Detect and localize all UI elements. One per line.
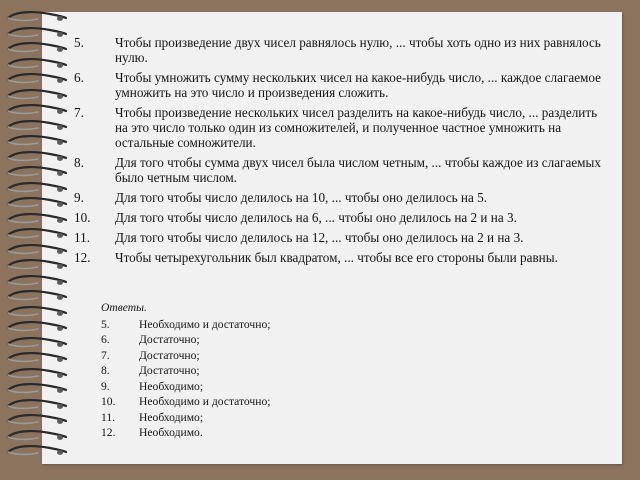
spiral-ring <box>4 119 68 133</box>
spiral-ring <box>4 243 68 257</box>
spiral-ring <box>4 413 68 427</box>
answer-item <box>101 410 421 426</box>
answer-number: 5. <box>101 317 110 331</box>
answer-number: 12. <box>101 426 116 439</box>
spiral-ring <box>4 258 68 272</box>
answer-item <box>101 332 421 348</box>
question-number: 7. <box>74 105 84 120</box>
answer-text: Достаточно; <box>139 364 200 377</box>
answer-item <box>101 363 421 379</box>
spiral-ring <box>4 88 68 102</box>
question-number: 10. <box>74 210 91 225</box>
question-number: 6. <box>74 70 84 85</box>
question-text: Для того чтобы число делилось на 12, ... чтобы оно делилось на 2 и на 3. <box>115 230 524 245</box>
spiral-ring <box>4 212 68 226</box>
question-text: Для того чтобы число делилось на 6, ... чтобы оно делилось на 2 и на 3. <box>115 210 517 225</box>
question-item <box>74 155 604 185</box>
spiral-ring <box>4 26 68 40</box>
question-item <box>74 230 604 245</box>
answer-item <box>101 379 421 395</box>
answers-title: Ответы. <box>101 301 147 314</box>
question-item <box>74 105 604 150</box>
answer-item <box>101 348 421 364</box>
answer-text: Необходимо и достаточно; <box>139 317 271 331</box>
answer-item <box>101 394 421 410</box>
answer-text: Необходимо. <box>139 426 203 439</box>
answer-item <box>101 317 421 333</box>
answer-number: 10. <box>101 395 116 408</box>
answer-text: Достаточно; <box>139 333 200 346</box>
question-item <box>74 210 604 225</box>
questions-list <box>74 35 604 270</box>
spiral-ring <box>4 336 68 350</box>
question-number: 9. <box>74 190 84 205</box>
question-number: 5. <box>74 35 84 50</box>
question-text: Чтобы произведение нескольких чисел разделить на какое-нибудь число, ... разделить на это число только один из сомножителей, и полученное частное умножить на остальные сомножители. <box>115 105 598 150</box>
answer-number: 9. <box>101 379 110 393</box>
spiral-ring <box>4 57 68 71</box>
spiral-ring <box>4 227 68 241</box>
spiral-ring <box>4 367 68 381</box>
spiral-ring <box>4 351 68 365</box>
spiral-ring <box>4 429 68 443</box>
spiral-ring <box>4 305 68 319</box>
spiral-ring <box>4 134 68 148</box>
spiral-ring <box>4 398 68 412</box>
spiral-ring <box>4 382 68 396</box>
answers-block <box>101 300 421 441</box>
spiral-ring <box>4 289 68 303</box>
spiral-ring <box>4 181 68 195</box>
spiral-ring <box>4 274 68 288</box>
question-item <box>74 250 604 265</box>
question-number: 12. <box>74 250 91 265</box>
question-text: Чтобы четырехугольник был квадратом, ... чтобы все его стороны были равны. <box>115 250 558 265</box>
spiral-ring <box>4 150 68 164</box>
answer-text: Необходимо; <box>139 379 204 393</box>
question-text: Для того чтобы число делилось на 10, ... чтобы оно делилось на 5. <box>115 190 488 205</box>
question-text: Чтобы умножить сумму нескольких чисел на какое-нибудь число, ... каждое слагаемое умножить на это число и произведения сложить. <box>115 70 602 100</box>
spiral-binding <box>0 10 70 465</box>
question-item <box>74 35 604 65</box>
answer-number: 11. <box>101 410 116 424</box>
answer-text: Необходимо и достаточно; <box>139 395 271 408</box>
spiral-ring <box>4 165 68 179</box>
question-item <box>74 70 604 100</box>
spiral-ring <box>4 103 68 117</box>
answer-number: 8. <box>101 364 110 377</box>
question-number: 11. <box>74 230 90 245</box>
question-item <box>74 190 604 205</box>
question-text: Чтобы произведение двух чисел равнялось нулю, ... чтобы хоть одно из них равнялось нулю. <box>115 35 601 65</box>
question-number: 8. <box>74 155 84 170</box>
spiral-ring <box>4 444 68 458</box>
spiral-ring <box>4 72 68 86</box>
spiral-ring <box>4 196 68 210</box>
spiral-ring <box>4 41 68 55</box>
answer-number: 6. <box>101 333 110 346</box>
answer-text: Необходимо; <box>139 410 204 424</box>
question-text: Для того чтобы сумма двух чисел была числом четным, ... чтобы каждое из слагаемых было четным числом. <box>115 155 601 185</box>
spiral-ring <box>4 10 68 24</box>
spiral-ring <box>4 320 68 334</box>
answer-item <box>101 425 421 441</box>
answer-text: Достаточно; <box>139 348 200 362</box>
answer-number: 7. <box>101 348 110 362</box>
